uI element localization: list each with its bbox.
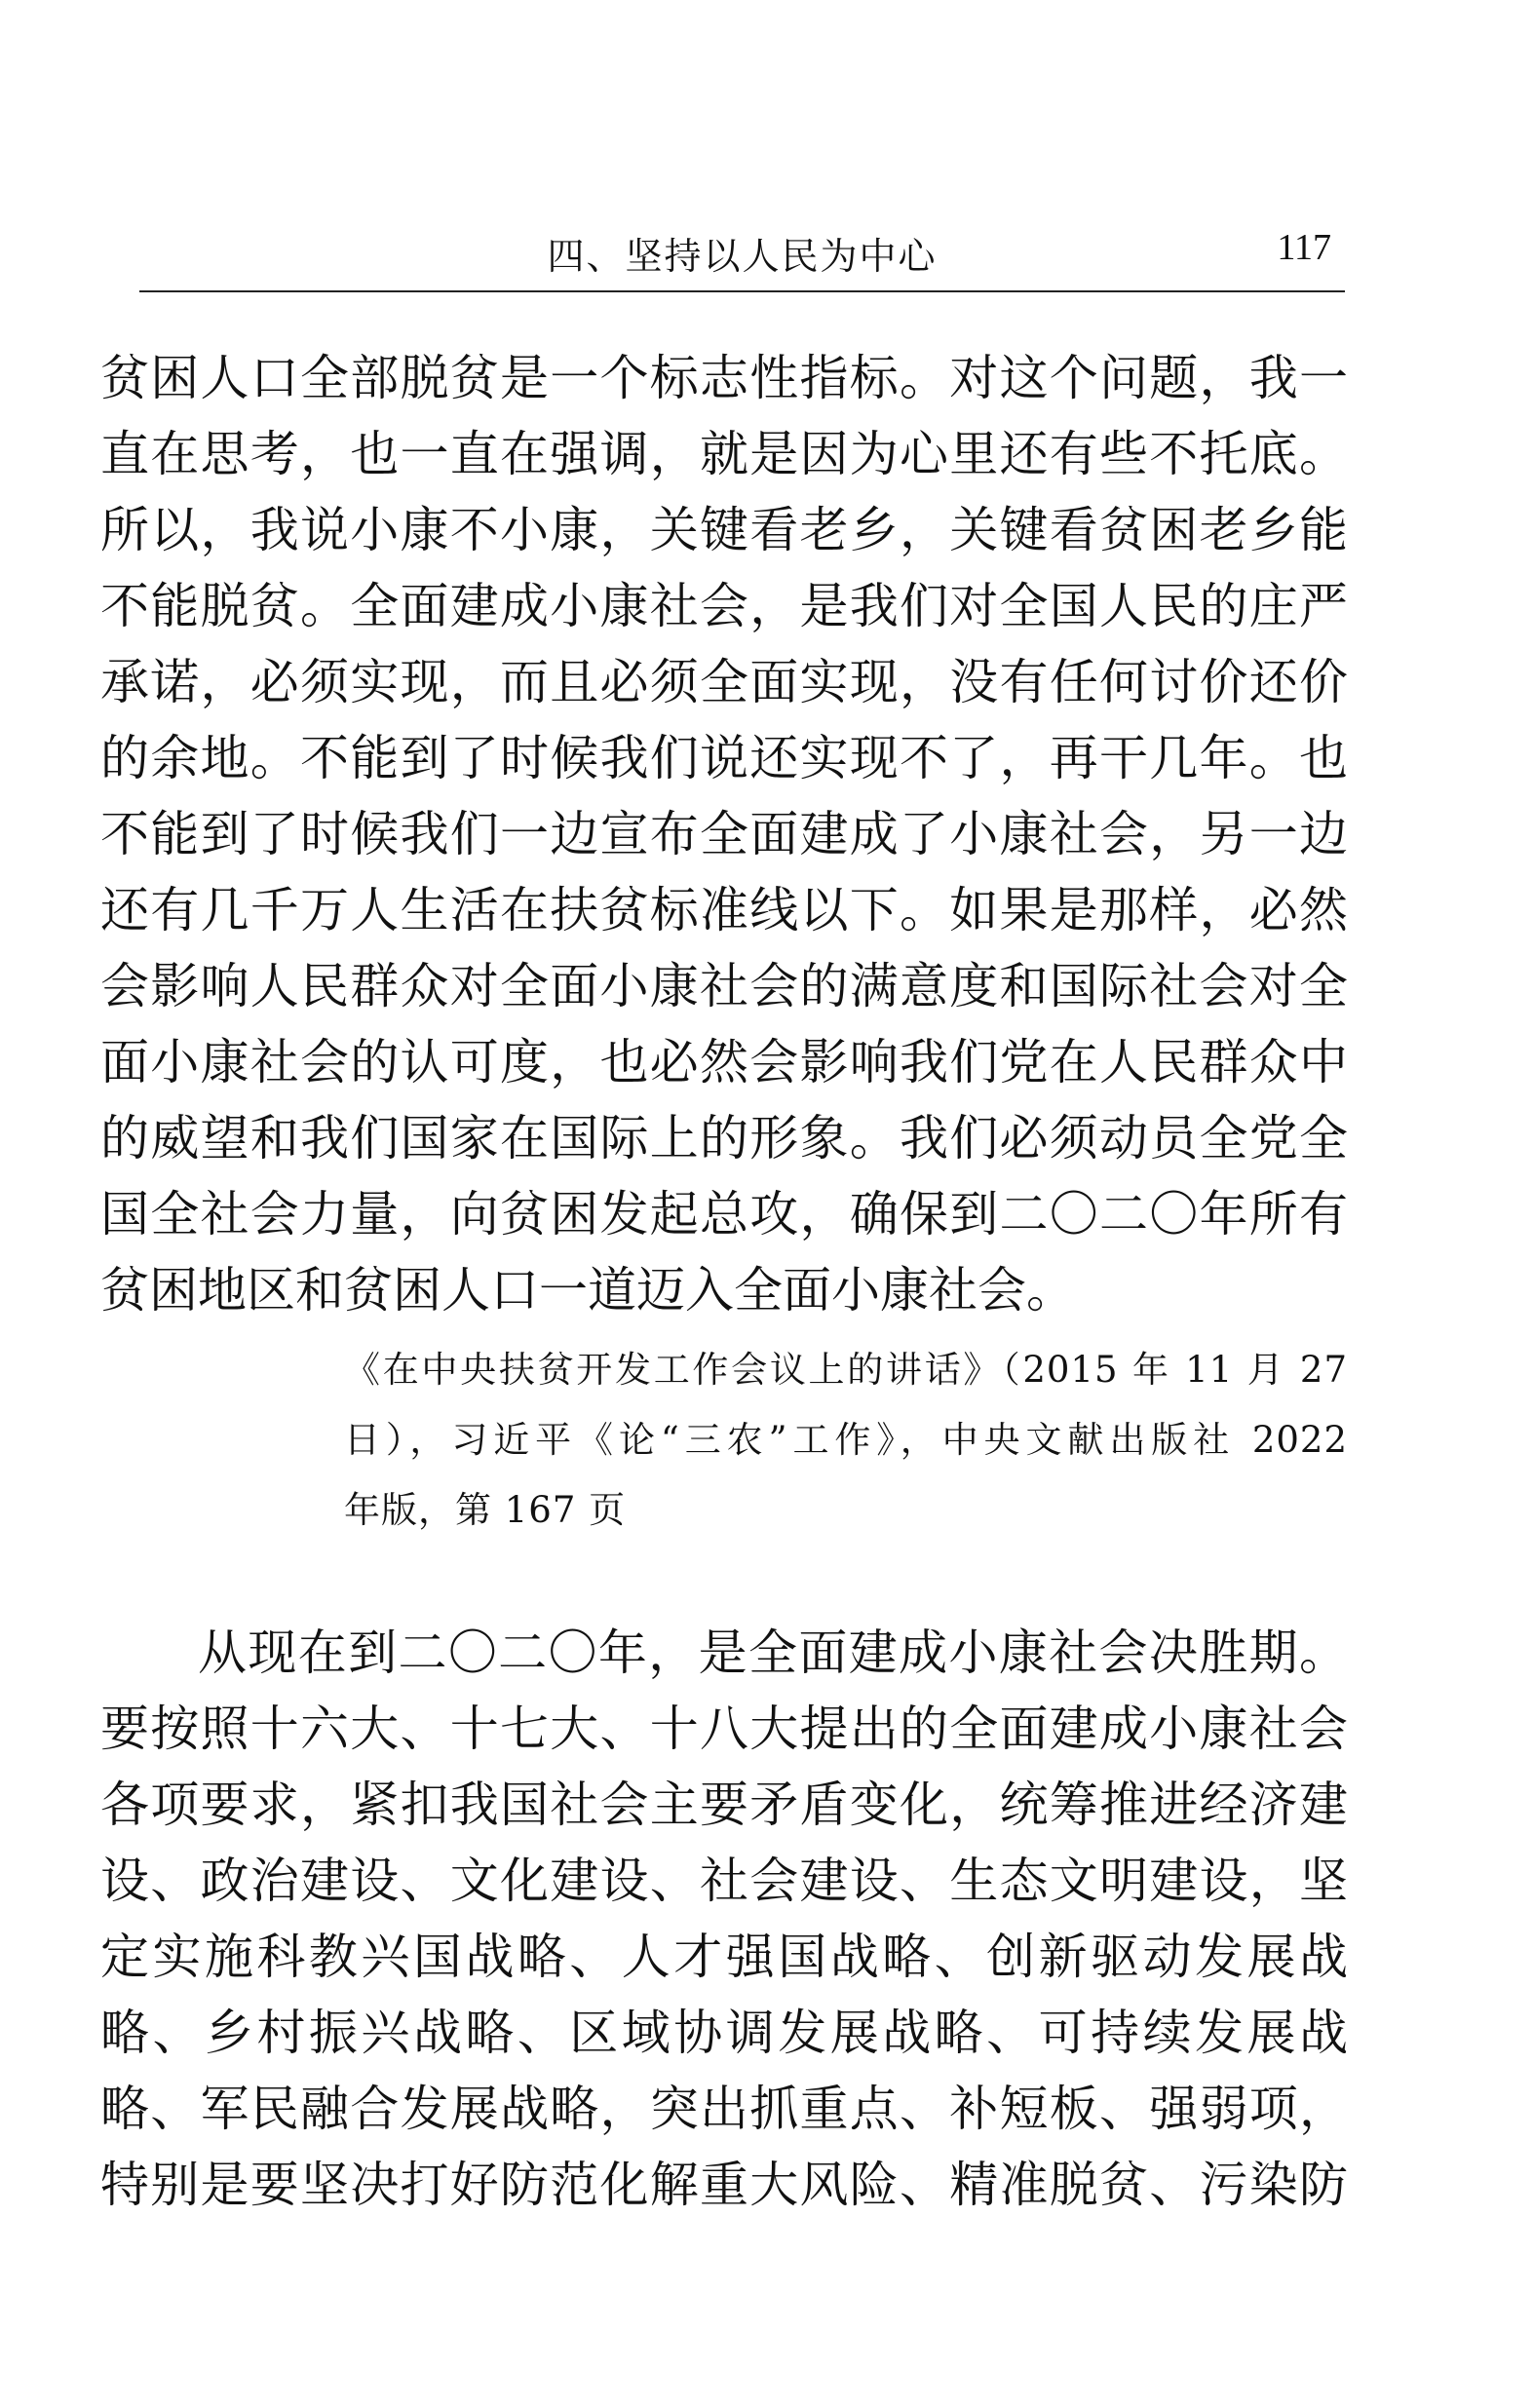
text-line: 略、乡村振兴战略、区域协调发展战略、可持续发展战: [100, 2005, 1348, 2061]
text-line: 要按照十六大、十七大、十八大提出的全面建成小康社会: [100, 1701, 1348, 1757]
text-line: 从现在到二〇二〇年，是全面建成小康社会决胜期。: [198, 1624, 1348, 1681]
citation-line: 《在中央扶贫开发工作会议上的讲话》（2015 年 11 月 27: [344, 1349, 1348, 1391]
text-line: 略、军民融合发展战略，突出抓重点、补短板、强弱项，: [100, 2081, 1348, 2137]
text-line: 会影响人民群众对全面小康社会的满意度和国际社会对全: [100, 958, 1348, 1014]
page-number: 117: [1277, 227, 1331, 268]
citation-line: 年版，第 167 页: [344, 1489, 627, 1531]
text-line: 贫困人口全部脱贫是一个标志性指标。对这个问题，我一: [100, 350, 1348, 406]
text-line: 的余地。不能到了时候我们说还实现不了，再干几年。也: [100, 730, 1348, 786]
text-line: 设、政治建设、文化建设、社会建设、生态文明建设，坚: [100, 1853, 1348, 1909]
text-line: 各项要求，紧扣我国社会主要矛盾变化，统筹推进经济建: [100, 1777, 1348, 1833]
text-line: 不能脱贫。全面建成小康社会，是我们对全国人民的庄严: [100, 578, 1348, 634]
text-line: 还有几千万人生活在扶贫标准线以下。如果是那样，必然: [100, 882, 1348, 938]
text-line: 不能到了时候我们一边宣布全面建成了小康社会，另一边: [100, 806, 1348, 862]
text-line: 直在思考，也一直在强调，就是因为心里还有些不托底。: [100, 426, 1348, 482]
text-line: 承诺，必须实现，而且必须全面实现，没有任何讨价还价: [100, 654, 1348, 710]
text-line: 贫困地区和贫困人口一道迈入全面小康社会。: [100, 1262, 1075, 1319]
text-line: 的威望和我们国家在国际上的形象。我们必须动员全党全: [100, 1110, 1348, 1166]
text-line: 定实施科教兴国战略、人才强国战略、创新驱动发展战: [100, 1929, 1348, 1985]
text-line: 特别是要坚决打好防范化解重大风险、精准脱贫、污染防: [100, 2157, 1348, 2213]
text-line: 国全社会力量，向贫困发起总攻，确保到二〇二〇年所有: [100, 1186, 1348, 1242]
text-line: 面小康社会的认可度，也必然会影响我们党在人民群众中: [100, 1034, 1348, 1090]
chapter-title: 四、坚持以人民为中心: [547, 235, 938, 278]
text-line: 所以，我说小康不小康，关键看老乡，关键看贫困老乡能: [100, 502, 1348, 558]
header-rule: [139, 290, 1345, 292]
running-header: [139, 216, 1345, 292]
citation-line: 日），习近平《论“三农”工作》，中央文献出版社 2022: [344, 1419, 1348, 1461]
